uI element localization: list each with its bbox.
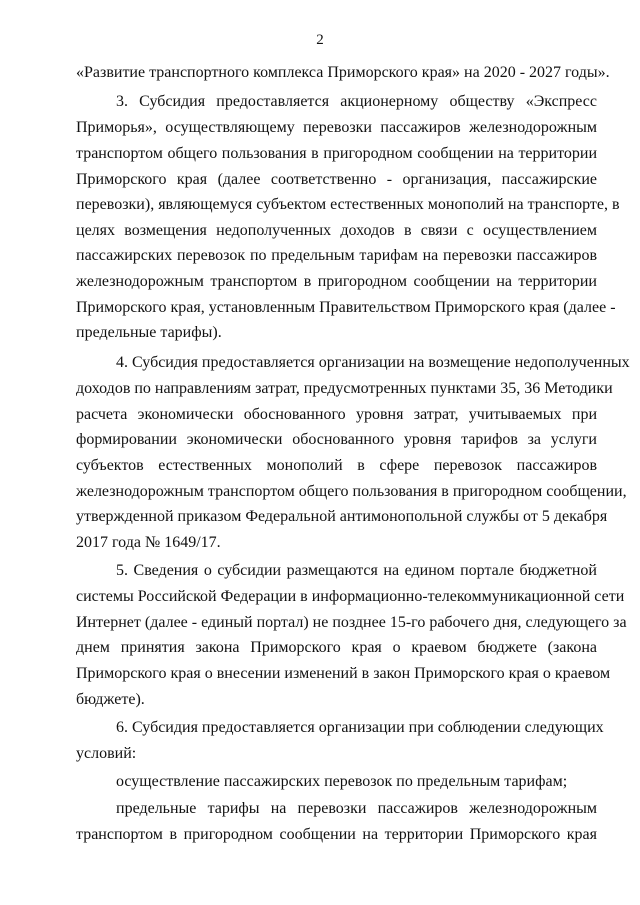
text-line: бюджете). — [76, 691, 145, 708]
text-line: пассажирских перевозок по предельным тарифам на перевозки пассажиров — [76, 247, 597, 264]
text-line: Интернет (далее - единый портал) не позднее 15-го рабочего дня, следующего за — [76, 614, 627, 631]
text-line: расчета экономически обоснованного уровня затрат, учитываемых при — [76, 406, 597, 423]
text-line: системы Российской Федерации в информационно-телекоммуникационной сети — [76, 588, 625, 605]
text-line: 3. Субсидия предоставляется акционерному обществу «Экспресс — [116, 93, 597, 110]
text-line: утвержденной приказом Федеральной антимонопольной службы от 5 декабря — [76, 508, 608, 525]
text-line: формировании экономически обоснованного уровня тарифов за услуги — [76, 431, 597, 448]
text-line: 5. Сведения о субсидии размещаются на едином портале бюджетной — [116, 562, 597, 579]
text-line: 4. Субсидия предоставляется организации на возмещение недополученных — [116, 354, 630, 371]
text-line: «Развитие транспортного комплекса Приморского края» на 2020 - 2027 годы». — [76, 64, 610, 81]
text-line: железнодорожным транспортом в пригородном сообщении на территории — [76, 273, 597, 290]
text-line: Приморья», осуществляющему перевозки пассажиров железнодорожным — [76, 119, 597, 136]
text-line: Приморского края (далее соответственно - организация, пассажирские — [76, 171, 597, 188]
text-line: предельные тарифы). — [76, 324, 222, 341]
text-line: целях возмещения недополученных доходов в связи с осуществлением — [76, 222, 597, 239]
text-line: условий: — [76, 745, 137, 762]
text-line: 2017 года № 1649/17. — [76, 534, 221, 551]
text-line: железнодорожным транспортом общего пользования в пригородном сообщении, — [76, 483, 627, 500]
text-line: днем принятия закона Приморского края о краевом бюджете (закона — [76, 639, 597, 656]
text-line: транспортом общего пользования в пригородном сообщении на территории — [76, 145, 597, 162]
page-number: 2 — [316, 32, 324, 48]
text-line: 6. Субсидия предоставляется организации при соблюдении следующих — [116, 719, 604, 736]
text-line: доходов по направлениям затрат, предусмотренных пунктами 35, 36 Методики — [76, 380, 613, 397]
text-line: Приморского края, установленным Правительством Приморского края (далее - — [76, 299, 616, 316]
text-line: Приморского края о внесении изменений в закон Приморского края о краевом — [76, 665, 611, 682]
text-line: транспортом в пригородном сообщении на территории Приморского края — [76, 826, 597, 843]
text-line: предельные тарифы на перевозки пассажиров железнодорожным — [116, 800, 597, 817]
text-line: субъектов естественных монополий в сфере перевозок пассажиров — [76, 457, 597, 474]
text-line: осуществление пассажирских перевозок по предельным тарифам; — [116, 773, 568, 790]
text-line: перевозки), являющемуся субъектом естественных монополий на транспорте, в — [76, 196, 620, 213]
